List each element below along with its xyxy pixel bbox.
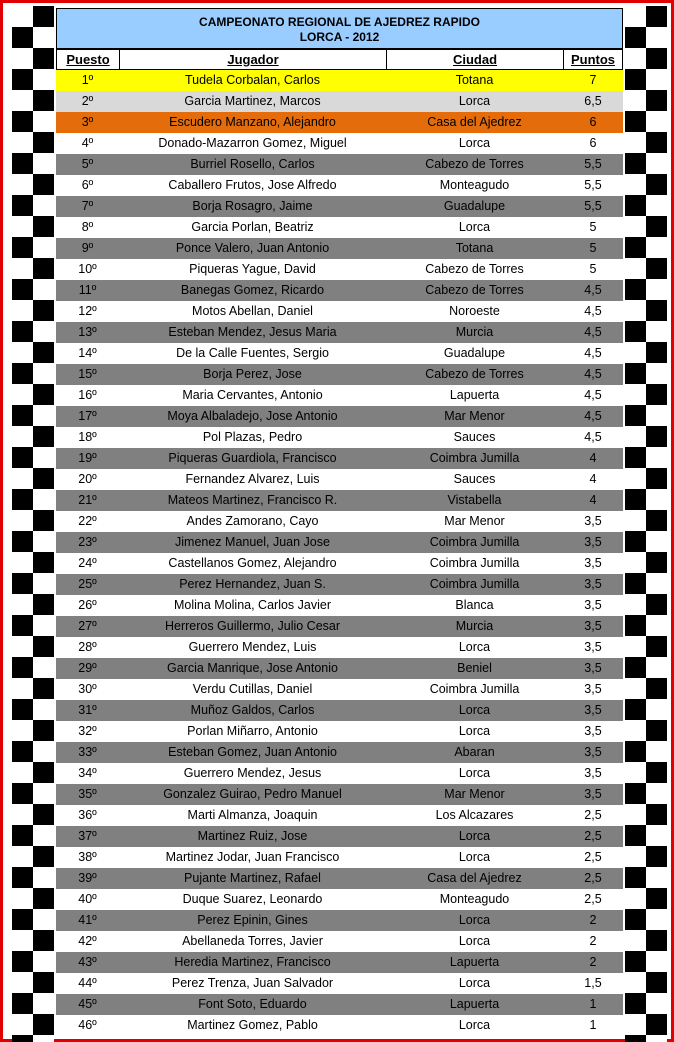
cell-puntos: 2,5 bbox=[584, 892, 602, 906]
cell-puntos: 7 bbox=[589, 73, 597, 87]
cell-ciudad: Casa del Ajedrez bbox=[427, 115, 522, 129]
cell-jugador: Perez Epinin, Gines bbox=[197, 913, 308, 927]
table-row bbox=[56, 301, 623, 322]
checkerboard-border-right bbox=[625, 6, 667, 1042]
cell-puntos: 3,5 bbox=[584, 724, 602, 738]
cell-jugador: Martinez Ruiz, Jose bbox=[197, 829, 308, 843]
cell-puesto: 14º bbox=[78, 346, 97, 360]
cell-ciudad: Lorca bbox=[458, 724, 491, 738]
cell-puntos: 4,5 bbox=[584, 325, 602, 339]
cell-ciudad: Sauces bbox=[453, 472, 496, 486]
cell-puesto: 1º bbox=[81, 73, 94, 87]
cell-puesto: 24º bbox=[78, 556, 97, 570]
cell-puesto: 29º bbox=[78, 661, 97, 675]
cell-puntos: 1 bbox=[589, 997, 597, 1011]
cell-ciudad: Coimbra Jumilla bbox=[429, 556, 520, 570]
cell-jugador: Martinez Jodar, Juan Francisco bbox=[165, 850, 340, 864]
cell-puntos: 4 bbox=[589, 493, 597, 507]
cell-puntos: 4,5 bbox=[584, 430, 602, 444]
cell-ciudad: Coimbra Jumilla bbox=[429, 682, 520, 696]
cell-jugador: Mateos Martinez, Francisco R. bbox=[167, 493, 338, 507]
table-row bbox=[56, 91, 623, 112]
cell-ciudad: Mar Menor bbox=[444, 514, 505, 528]
cell-puntos: 2 bbox=[589, 913, 597, 927]
cell-jugador: Burriel Rosello, Carlos bbox=[190, 157, 315, 171]
cell-puntos: 3,5 bbox=[584, 661, 602, 675]
cell-ciudad: Vistabella bbox=[447, 493, 502, 507]
cell-puesto: 28º bbox=[78, 640, 97, 654]
cell-puntos: 2,5 bbox=[584, 850, 602, 864]
cell-ciudad: Cabezo de Torres bbox=[425, 283, 524, 297]
standings-sheet bbox=[56, 8, 623, 1036]
cell-jugador: Pujante Martinez, Rafael bbox=[184, 871, 321, 885]
cell-puesto: 33º bbox=[78, 745, 97, 759]
table-row bbox=[56, 490, 623, 511]
table-row bbox=[56, 238, 623, 259]
cell-jugador: Garcia Martinez, Marcos bbox=[184, 94, 321, 108]
cell-jugador: Escudero Manzano, Alejandro bbox=[169, 115, 336, 129]
cell-jugador: Pol Plazas, Pedro bbox=[202, 430, 303, 444]
cell-puntos: 3,5 bbox=[584, 766, 602, 780]
cell-jugador: Piqueras Guardiola, Francisco bbox=[168, 451, 337, 465]
header-jugador: Jugador bbox=[119, 49, 386, 70]
cell-jugador: Duque Suarez, Leonardo bbox=[182, 892, 323, 906]
cell-ciudad: Lorca bbox=[458, 136, 491, 150]
cell-puntos: 3,5 bbox=[584, 703, 602, 717]
cell-puntos: 4,5 bbox=[584, 388, 602, 402]
cell-ciudad: Lorca bbox=[458, 934, 491, 948]
page-subtitle: LORCA - 2012 bbox=[299, 30, 380, 44]
table-row bbox=[56, 931, 623, 952]
cell-puesto: 40º bbox=[78, 892, 97, 906]
cell-jugador: Ponce Valero, Juan Antonio bbox=[175, 241, 330, 255]
cell-jugador: Borja Perez, Jose bbox=[203, 367, 302, 381]
cell-puntos: 5,5 bbox=[584, 157, 602, 171]
cell-jugador: Banegas Gomez, Ricardo bbox=[180, 283, 325, 297]
title-banner bbox=[56, 8, 623, 49]
cell-puntos: 2,5 bbox=[584, 808, 602, 822]
table-row bbox=[56, 952, 623, 973]
cell-puntos: 3,5 bbox=[584, 619, 602, 633]
cell-puesto: 32º bbox=[78, 724, 97, 738]
cell-puntos: 5 bbox=[589, 262, 597, 276]
cell-jugador: Guerrero Mendez, Jesus bbox=[183, 766, 322, 780]
table-row bbox=[56, 994, 623, 1015]
cell-ciudad: Mar Menor bbox=[444, 787, 505, 801]
cell-puntos: 3,5 bbox=[584, 787, 602, 801]
cell-ciudad: Mar Menor bbox=[444, 409, 505, 423]
cell-ciudad: Guadalupe bbox=[443, 346, 506, 360]
table-row bbox=[56, 448, 623, 469]
cell-puntos: 5 bbox=[589, 241, 597, 255]
header-ciudad: Ciudad bbox=[386, 49, 563, 70]
cell-ciudad: Cabezo de Torres bbox=[425, 367, 524, 381]
cell-puesto: 15º bbox=[78, 367, 97, 381]
cell-ciudad: Coimbra Jumilla bbox=[429, 451, 520, 465]
header-puesto: Puesto bbox=[56, 49, 119, 70]
cell-ciudad: Lapuerta bbox=[449, 955, 500, 969]
cell-jugador: De la Calle Fuentes, Sergio bbox=[176, 346, 329, 360]
cell-puesto: 3º bbox=[81, 115, 94, 129]
cell-puntos: 5 bbox=[589, 220, 597, 234]
cell-puesto: 21º bbox=[78, 493, 97, 507]
table-row bbox=[56, 1015, 623, 1036]
cell-jugador: Donado-Mazarron Gomez, Miguel bbox=[158, 136, 347, 150]
cell-puntos: 5,5 bbox=[584, 178, 602, 192]
cell-ciudad: Lorca bbox=[458, 913, 491, 927]
cell-puntos: 3,5 bbox=[584, 682, 602, 696]
cell-ciudad: Monteagudo bbox=[439, 892, 510, 906]
cell-puesto: 42º bbox=[78, 934, 97, 948]
cell-jugador: Borja Rosagro, Jaime bbox=[192, 199, 313, 213]
cell-puntos: 3,5 bbox=[584, 577, 602, 591]
cell-jugador: Heredia Martinez, Francisco bbox=[174, 955, 331, 969]
cell-ciudad: Totana bbox=[455, 73, 494, 87]
cell-jugador: Gonzalez Guirao, Pedro Manuel bbox=[163, 787, 342, 801]
table-row bbox=[56, 721, 623, 742]
cell-puntos: 3,5 bbox=[584, 514, 602, 528]
cell-ciudad: Coimbra Jumilla bbox=[429, 535, 520, 549]
table-row bbox=[56, 217, 623, 238]
cell-puesto: 31º bbox=[78, 703, 97, 717]
cell-jugador: Abellaneda Torres, Javier bbox=[182, 934, 323, 948]
cell-puesto: 12º bbox=[78, 304, 97, 318]
cell-puntos: 3,5 bbox=[584, 598, 602, 612]
cell-puesto: 13º bbox=[78, 325, 97, 339]
cell-puesto: 6º bbox=[81, 178, 94, 192]
cell-ciudad: Abaran bbox=[454, 745, 495, 759]
cell-puntos: 2 bbox=[589, 955, 597, 969]
cell-ciudad: Cabezo de Torres bbox=[425, 157, 524, 171]
cell-puesto: 35º bbox=[78, 787, 97, 801]
cell-puesto: 22º bbox=[78, 514, 97, 528]
table-header bbox=[56, 49, 623, 70]
cell-ciudad: Noroeste bbox=[449, 304, 500, 318]
cell-puntos: 4,5 bbox=[584, 304, 602, 318]
table-row bbox=[56, 553, 623, 574]
table-row bbox=[56, 784, 623, 805]
standings-table-body bbox=[56, 70, 623, 1036]
cell-puesto: 16º bbox=[78, 388, 97, 402]
table-row bbox=[56, 133, 623, 154]
cell-ciudad: Lorca bbox=[458, 703, 491, 717]
cell-jugador: Andes Zamorano, Cayo bbox=[186, 514, 319, 528]
cell-puesto: 44º bbox=[78, 976, 97, 990]
table-row bbox=[56, 70, 623, 91]
table-row bbox=[56, 847, 623, 868]
table-row bbox=[56, 889, 623, 910]
cell-puntos: 4,5 bbox=[584, 409, 602, 423]
cell-puntos: 5,5 bbox=[584, 199, 602, 213]
table-row bbox=[56, 826, 623, 847]
cell-ciudad: Monteagudo bbox=[439, 178, 510, 192]
cell-jugador: Verdu Cutillas, Daniel bbox=[192, 682, 313, 696]
cell-jugador: Garcia Porlan, Beatriz bbox=[191, 220, 314, 234]
table-row bbox=[56, 154, 623, 175]
cell-jugador: Motos Abellan, Daniel bbox=[192, 304, 313, 318]
cell-jugador: Castellanos Gomez, Alejandro bbox=[168, 556, 337, 570]
cell-jugador: Jimenez Manuel, Juan Jose bbox=[175, 535, 330, 549]
cell-puntos: 4,5 bbox=[584, 346, 602, 360]
cell-puntos: 4 bbox=[589, 451, 597, 465]
cell-jugador: Fernandez Alvarez, Luis bbox=[185, 472, 320, 486]
cell-jugador: Perez Trenza, Juan Salvador bbox=[171, 976, 334, 990]
cell-puesto: 26º bbox=[78, 598, 97, 612]
cell-puntos: 4,5 bbox=[584, 367, 602, 381]
table-row bbox=[56, 637, 623, 658]
cell-ciudad: Cabezo de Torres bbox=[425, 262, 524, 276]
table-row bbox=[56, 574, 623, 595]
cell-puesto: 37º bbox=[78, 829, 97, 843]
cell-ciudad: Lorca bbox=[458, 850, 491, 864]
page-title: CAMPEONATO REGIONAL DE AJEDREZ RAPIDO bbox=[199, 15, 480, 29]
cell-puntos: 3,5 bbox=[584, 535, 602, 549]
cell-puesto: 30º bbox=[78, 682, 97, 696]
cell-jugador: Tudela Corbalan, Carlos bbox=[184, 73, 321, 87]
table-row bbox=[56, 406, 623, 427]
cell-puntos: 6 bbox=[589, 115, 597, 129]
cell-jugador: Esteban Gomez, Juan Antonio bbox=[168, 745, 337, 759]
cell-ciudad: Murcia bbox=[455, 619, 494, 633]
cell-jugador: Porlan Miñarro, Antonio bbox=[187, 724, 318, 738]
cell-ciudad: Lapuerta bbox=[449, 388, 500, 402]
cell-puesto: 11º bbox=[78, 283, 97, 297]
cell-puesto: 38º bbox=[78, 850, 97, 864]
cell-jugador: Maria Cervantes, Antonio bbox=[182, 388, 323, 402]
cell-puesto: 27º bbox=[78, 619, 97, 633]
table-row bbox=[56, 196, 623, 217]
table-row bbox=[56, 973, 623, 994]
cell-ciudad: Murcia bbox=[455, 325, 494, 339]
cell-puesto: 34º bbox=[78, 766, 97, 780]
table-row bbox=[56, 700, 623, 721]
cell-puesto: 5º bbox=[81, 157, 94, 171]
cell-ciudad: Lorca bbox=[458, 829, 491, 843]
cell-puesto: 39º bbox=[78, 871, 97, 885]
table-row bbox=[56, 469, 623, 490]
cell-ciudad: Lorca bbox=[458, 976, 491, 990]
table-row bbox=[56, 616, 623, 637]
table-row bbox=[56, 427, 623, 448]
table-row bbox=[56, 343, 623, 364]
table-row bbox=[56, 595, 623, 616]
header-puntos: Puntos bbox=[563, 49, 623, 70]
table-row bbox=[56, 364, 623, 385]
cell-jugador: Garcia Manrique, Jose Antonio bbox=[167, 661, 338, 675]
table-row bbox=[56, 112, 623, 133]
cell-puesto: 19º bbox=[78, 451, 97, 465]
cell-puesto: 2º bbox=[81, 94, 94, 108]
cell-jugador: Piqueras Yague, David bbox=[189, 262, 316, 276]
table-row bbox=[56, 175, 623, 196]
cell-ciudad: Guadalupe bbox=[443, 199, 506, 213]
cell-ciudad: Lorca bbox=[458, 766, 491, 780]
cell-puesto: 20º bbox=[78, 472, 97, 486]
cell-puesto: 36º bbox=[78, 808, 97, 822]
table-row bbox=[56, 910, 623, 931]
cell-ciudad: Lapuerta bbox=[449, 997, 500, 1011]
table-row bbox=[56, 322, 623, 343]
cell-puntos: 4 bbox=[589, 472, 597, 486]
table-row bbox=[56, 280, 623, 301]
table-row bbox=[56, 763, 623, 784]
cell-jugador: Marti Almanza, Joaquin bbox=[187, 808, 318, 822]
table-row bbox=[56, 385, 623, 406]
cell-puesto: 18º bbox=[78, 430, 97, 444]
cell-puntos: 3,5 bbox=[584, 556, 602, 570]
cell-puntos: 1,5 bbox=[584, 976, 602, 990]
cell-jugador: Font Soto, Eduardo bbox=[198, 997, 307, 1011]
cell-puesto: 43º bbox=[78, 955, 97, 969]
cell-puesto: 41º bbox=[78, 913, 97, 927]
table-row bbox=[56, 511, 623, 532]
cell-puesto: 10º bbox=[78, 262, 97, 276]
table-row bbox=[56, 868, 623, 889]
cell-ciudad: Coimbra Jumilla bbox=[429, 577, 520, 591]
cell-jugador: Moya Albaladejo, Jose Antonio bbox=[167, 409, 338, 423]
cell-jugador: Caballero Frutos, Jose Alfredo bbox=[168, 178, 337, 192]
cell-jugador: Martinez Gomez, Pablo bbox=[187, 1018, 318, 1032]
cell-ciudad: Lorca bbox=[458, 220, 491, 234]
cell-puesto: 17º bbox=[78, 409, 97, 423]
cell-puesto: 7º bbox=[81, 199, 94, 213]
cell-jugador: Molina Molina, Carlos Javier bbox=[173, 598, 331, 612]
cell-ciudad: Lorca bbox=[458, 640, 491, 654]
cell-puesto: 45º bbox=[78, 997, 97, 1011]
table-row bbox=[56, 658, 623, 679]
cell-jugador: Esteban Mendez, Jesus Maria bbox=[168, 325, 337, 339]
cell-puesto: 4º bbox=[81, 136, 94, 150]
cell-jugador: Perez Hernandez, Juan S. bbox=[179, 577, 326, 591]
cell-puesto: 46º bbox=[78, 1018, 97, 1032]
cell-puntos: 6,5 bbox=[584, 94, 602, 108]
checkerboard-border-left bbox=[12, 6, 54, 1042]
cell-ciudad: Casa del Ajedrez bbox=[427, 871, 522, 885]
cell-ciudad: Lorca bbox=[458, 94, 491, 108]
cell-puntos: 1 bbox=[589, 1018, 597, 1032]
cell-puntos: 2,5 bbox=[584, 871, 602, 885]
cell-jugador: Muñoz Galdos, Carlos bbox=[190, 703, 315, 717]
cell-ciudad: Lorca bbox=[458, 1018, 491, 1032]
cell-puntos: 6 bbox=[589, 136, 597, 150]
table-row bbox=[56, 805, 623, 826]
table-row bbox=[56, 742, 623, 763]
cell-ciudad: Sauces bbox=[453, 430, 496, 444]
table-row bbox=[56, 679, 623, 700]
cell-puesto: 25º bbox=[78, 577, 97, 591]
cell-jugador: Herreros Guillermo, Julio Cesar bbox=[164, 619, 341, 633]
cell-puntos: 2 bbox=[589, 934, 597, 948]
cell-puntos: 2,5 bbox=[584, 829, 602, 843]
cell-puntos: 4,5 bbox=[584, 283, 602, 297]
cell-puesto: 23º bbox=[78, 535, 97, 549]
cell-puntos: 3,5 bbox=[584, 745, 602, 759]
cell-puntos: 3,5 bbox=[584, 640, 602, 654]
cell-puesto: 9º bbox=[81, 241, 94, 255]
cell-puesto: 8º bbox=[81, 220, 94, 234]
cell-ciudad: Blanca bbox=[455, 598, 494, 612]
table-row bbox=[56, 532, 623, 553]
cell-jugador: Guerrero Mendez, Luis bbox=[188, 640, 317, 654]
cell-ciudad: Totana bbox=[455, 241, 494, 255]
cell-ciudad: Beniel bbox=[457, 661, 492, 675]
table-row bbox=[56, 259, 623, 280]
cell-ciudad: Los Alcazares bbox=[435, 808, 514, 822]
